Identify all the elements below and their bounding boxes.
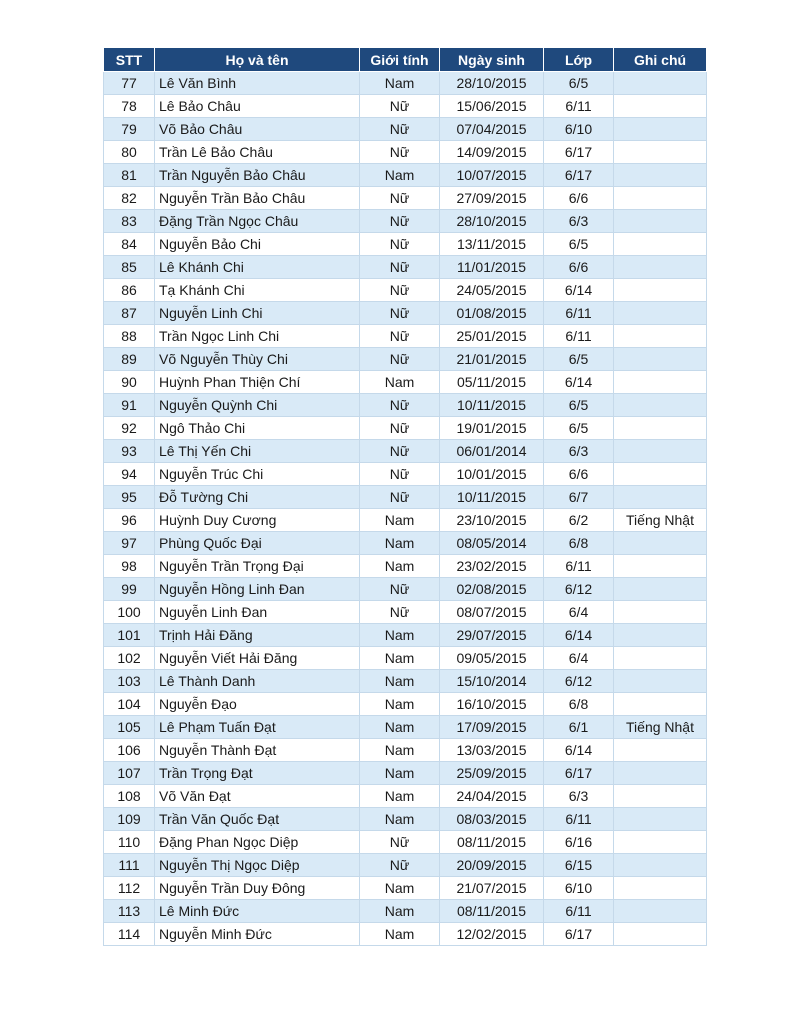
- cell-note: [614, 923, 707, 946]
- cell-stt: 103: [104, 670, 155, 693]
- cell-note: [614, 256, 707, 279]
- table-row: [104, 647, 707, 670]
- cell-name: Huỳnh Phan Thiện Chí: [155, 371, 360, 394]
- cell-class: 6/5: [544, 417, 614, 440]
- cell-stt: 111: [104, 854, 155, 877]
- cell-name: Ngô Thảo Chi: [155, 417, 360, 440]
- cell-stt: 83: [104, 210, 155, 233]
- cell-dob: 08/11/2015: [440, 900, 544, 923]
- cell-stt: 93: [104, 440, 155, 463]
- cell-dob: 25/09/2015: [440, 762, 544, 785]
- cell-gender: Nam: [360, 739, 440, 762]
- cell-class: 6/5: [544, 72, 614, 95]
- table-row: [104, 256, 707, 279]
- cell-note: [614, 371, 707, 394]
- table-row: [104, 739, 707, 762]
- cell-class: 6/5: [544, 348, 614, 371]
- cell-note: [614, 210, 707, 233]
- table-row: [104, 302, 707, 325]
- cell-dob: 11/01/2015: [440, 256, 544, 279]
- cell-class: 6/14: [544, 279, 614, 302]
- cell-stt: 98: [104, 555, 155, 578]
- cell-stt: 95: [104, 486, 155, 509]
- cell-name: Lê Phạm Tuấn Đạt: [155, 716, 360, 739]
- cell-name: Phùng Quốc Đại: [155, 532, 360, 555]
- cell-name: Trần Trọng Đạt: [155, 762, 360, 785]
- table-row: [104, 831, 707, 854]
- cell-stt: 112: [104, 877, 155, 900]
- cell-class: 6/5: [544, 233, 614, 256]
- cell-gender: Nữ: [360, 325, 440, 348]
- cell-gender: Nữ: [360, 302, 440, 325]
- cell-class: 6/14: [544, 739, 614, 762]
- table-row: [104, 578, 707, 601]
- cell-dob: 12/02/2015: [440, 923, 544, 946]
- cell-name: Nguyễn Thành Đạt: [155, 739, 360, 762]
- cell-gender: Nữ: [360, 601, 440, 624]
- cell-class: 6/14: [544, 371, 614, 394]
- cell-class: 6/4: [544, 647, 614, 670]
- cell-note: [614, 118, 707, 141]
- table-row: [104, 371, 707, 394]
- cell-class: 6/12: [544, 670, 614, 693]
- cell-name: Đặng Phan Ngọc Diệp: [155, 831, 360, 854]
- cell-gender: Nữ: [360, 233, 440, 256]
- cell-dob: 23/10/2015: [440, 509, 544, 532]
- cell-name: Nguyễn Viết Hải Đăng: [155, 647, 360, 670]
- cell-note: [614, 348, 707, 371]
- cell-stt: 102: [104, 647, 155, 670]
- table-row: [104, 164, 707, 187]
- cell-name: Võ Nguyễn Thùy Chi: [155, 348, 360, 371]
- table-row: [104, 72, 707, 95]
- cell-note: [614, 72, 707, 95]
- table-row: [104, 762, 707, 785]
- cell-name: Trần Văn Quốc Đạt: [155, 808, 360, 831]
- cell-note: [614, 854, 707, 877]
- cell-class: 6/3: [544, 785, 614, 808]
- cell-stt: 94: [104, 463, 155, 486]
- cell-dob: 29/07/2015: [440, 624, 544, 647]
- table-row: [104, 624, 707, 647]
- cell-stt: 101: [104, 624, 155, 647]
- cell-gender: Nữ: [360, 417, 440, 440]
- cell-note: [614, 831, 707, 854]
- cell-name: Lê Thành Danh: [155, 670, 360, 693]
- cell-stt: 81: [104, 164, 155, 187]
- table-row: [104, 440, 707, 463]
- cell-gender: Nam: [360, 808, 440, 831]
- cell-class: 6/1: [544, 716, 614, 739]
- cell-note: Tiếng Nhật: [614, 509, 707, 532]
- cell-stt: 92: [104, 417, 155, 440]
- cell-class: 6/16: [544, 831, 614, 854]
- cell-name: Tạ Khánh Chi: [155, 279, 360, 302]
- table-row: [104, 854, 707, 877]
- cell-note: [614, 463, 707, 486]
- cell-class: 6/17: [544, 923, 614, 946]
- cell-dob: 16/10/2015: [440, 693, 544, 716]
- table-header: [104, 48, 707, 72]
- cell-class: 6/17: [544, 762, 614, 785]
- cell-gender: Nam: [360, 371, 440, 394]
- cell-dob: 24/05/2015: [440, 279, 544, 302]
- cell-class: 6/10: [544, 118, 614, 141]
- cell-note: [614, 647, 707, 670]
- cell-note: [614, 693, 707, 716]
- cell-dob: 01/08/2015: [440, 302, 544, 325]
- table-row: [104, 601, 707, 624]
- cell-name: Đặng Trần Ngọc Châu: [155, 210, 360, 233]
- cell-note: [614, 141, 707, 164]
- table-row: [104, 417, 707, 440]
- cell-note: [614, 555, 707, 578]
- cell-name: Nguyễn Minh Đức: [155, 923, 360, 946]
- cell-gender: Nam: [360, 877, 440, 900]
- cell-name: Nguyễn Linh Chi: [155, 302, 360, 325]
- table-row: [104, 325, 707, 348]
- cell-class: 6/14: [544, 624, 614, 647]
- cell-class: 6/8: [544, 693, 614, 716]
- cell-gender: Nữ: [360, 141, 440, 164]
- header-class: Lớp: [544, 48, 614, 72]
- header-gender: Giới tính: [360, 48, 440, 72]
- cell-name: Nguyễn Quỳnh Chi: [155, 394, 360, 417]
- cell-name: Nguyễn Thị Ngọc Diệp: [155, 854, 360, 877]
- cell-class: 6/6: [544, 463, 614, 486]
- cell-name: Nguyễn Hồng Linh Đan: [155, 578, 360, 601]
- cell-dob: 08/05/2014: [440, 532, 544, 555]
- cell-stt: 107: [104, 762, 155, 785]
- cell-name: Lê Văn Bình: [155, 72, 360, 95]
- cell-stt: 87: [104, 302, 155, 325]
- cell-class: 6/8: [544, 532, 614, 555]
- cell-dob: 23/02/2015: [440, 555, 544, 578]
- cell-class: 6/2: [544, 509, 614, 532]
- cell-note: [614, 670, 707, 693]
- cell-note: [614, 394, 707, 417]
- cell-class: 6/11: [544, 302, 614, 325]
- cell-gender: Nữ: [360, 95, 440, 118]
- cell-stt: 89: [104, 348, 155, 371]
- cell-stt: 106: [104, 739, 155, 762]
- cell-stt: 80: [104, 141, 155, 164]
- cell-stt: 77: [104, 72, 155, 95]
- cell-name: Lê Bảo Châu: [155, 95, 360, 118]
- cell-note: [614, 808, 707, 831]
- cell-gender: Nữ: [360, 578, 440, 601]
- cell-gender: Nữ: [360, 348, 440, 371]
- cell-name: Trần Lê Bảo Châu: [155, 141, 360, 164]
- cell-stt: 110: [104, 831, 155, 854]
- cell-gender: Nam: [360, 716, 440, 739]
- cell-name: Trần Ngọc Linh Chi: [155, 325, 360, 348]
- cell-name: Nguyễn Trần Duy Đông: [155, 877, 360, 900]
- cell-gender: Nữ: [360, 210, 440, 233]
- cell-stt: 82: [104, 187, 155, 210]
- cell-stt: 96: [104, 509, 155, 532]
- cell-gender: Nữ: [360, 256, 440, 279]
- table-row: [104, 923, 707, 946]
- cell-class: 6/15: [544, 854, 614, 877]
- cell-dob: 13/03/2015: [440, 739, 544, 762]
- cell-class: 6/11: [544, 325, 614, 348]
- cell-note: [614, 417, 707, 440]
- cell-note: [614, 578, 707, 601]
- cell-note: [614, 785, 707, 808]
- cell-name: Võ Văn Đạt: [155, 785, 360, 808]
- header-dob: Ngày sinh: [440, 48, 544, 72]
- cell-dob: 08/11/2015: [440, 831, 544, 854]
- cell-note: [614, 486, 707, 509]
- cell-name: Trịnh Hải Đăng: [155, 624, 360, 647]
- cell-class: 6/17: [544, 164, 614, 187]
- cell-name: Nguyễn Bảo Chi: [155, 233, 360, 256]
- cell-dob: 20/09/2015: [440, 854, 544, 877]
- table-row: [104, 785, 707, 808]
- cell-dob: 25/01/2015: [440, 325, 544, 348]
- table-row: [104, 394, 707, 417]
- cell-stt: 85: [104, 256, 155, 279]
- cell-dob: 02/08/2015: [440, 578, 544, 601]
- cell-name: Lê Minh Đức: [155, 900, 360, 923]
- cell-dob: 15/10/2014: [440, 670, 544, 693]
- cell-stt: 90: [104, 371, 155, 394]
- cell-note: [614, 95, 707, 118]
- cell-dob: 14/09/2015: [440, 141, 544, 164]
- cell-gender: Nam: [360, 762, 440, 785]
- table-row: [104, 463, 707, 486]
- cell-class: 6/5: [544, 394, 614, 417]
- cell-note: [614, 325, 707, 348]
- cell-note: [614, 440, 707, 463]
- cell-class: 6/11: [544, 808, 614, 831]
- cell-dob: 15/06/2015: [440, 95, 544, 118]
- cell-stt: 97: [104, 532, 155, 555]
- table-row: [104, 233, 707, 256]
- cell-gender: Nam: [360, 647, 440, 670]
- cell-dob: 10/07/2015: [440, 164, 544, 187]
- cell-note: Tiếng Nhật: [614, 716, 707, 739]
- cell-gender: Nữ: [360, 394, 440, 417]
- table-row: [104, 670, 707, 693]
- cell-class: 6/12: [544, 578, 614, 601]
- cell-gender: Nam: [360, 532, 440, 555]
- cell-gender: Nữ: [360, 440, 440, 463]
- cell-dob: 10/11/2015: [440, 394, 544, 417]
- cell-dob: 06/01/2014: [440, 440, 544, 463]
- cell-gender: Nữ: [360, 831, 440, 854]
- table-row: [104, 279, 707, 302]
- cell-dob: 28/10/2015: [440, 210, 544, 233]
- cell-dob: 07/04/2015: [440, 118, 544, 141]
- cell-class: 6/6: [544, 256, 614, 279]
- cell-dob: 08/07/2015: [440, 601, 544, 624]
- cell-name: Nguyễn Đạo: [155, 693, 360, 716]
- header-row: [104, 48, 707, 72]
- cell-gender: Nam: [360, 693, 440, 716]
- table-row: [104, 210, 707, 233]
- cell-dob: 24/04/2015: [440, 785, 544, 808]
- cell-stt: 109: [104, 808, 155, 831]
- cell-class: 6/7: [544, 486, 614, 509]
- cell-gender: Nữ: [360, 118, 440, 141]
- table-row: [104, 486, 707, 509]
- cell-stt: 104: [104, 693, 155, 716]
- cell-name: Lê Khánh Chi: [155, 256, 360, 279]
- cell-dob: 10/01/2015: [440, 463, 544, 486]
- cell-note: [614, 302, 707, 325]
- cell-gender: Nam: [360, 670, 440, 693]
- cell-dob: 08/03/2015: [440, 808, 544, 831]
- cell-name: Lê Thị Yến Chi: [155, 440, 360, 463]
- cell-gender: Nam: [360, 164, 440, 187]
- cell-class: 6/10: [544, 877, 614, 900]
- cell-gender: Nữ: [360, 463, 440, 486]
- cell-stt: 91: [104, 394, 155, 417]
- cell-gender: Nữ: [360, 279, 440, 302]
- table-row: [104, 716, 707, 739]
- cell-stt: 84: [104, 233, 155, 256]
- table-row: [104, 95, 707, 118]
- cell-gender: Nam: [360, 72, 440, 95]
- cell-stt: 108: [104, 785, 155, 808]
- cell-note: [614, 900, 707, 923]
- cell-note: [614, 532, 707, 555]
- cell-gender: Nữ: [360, 187, 440, 210]
- cell-gender: Nữ: [360, 486, 440, 509]
- cell-note: [614, 279, 707, 302]
- cell-dob: 13/11/2015: [440, 233, 544, 256]
- cell-name: Võ Bảo Châu: [155, 118, 360, 141]
- cell-gender: Nam: [360, 923, 440, 946]
- cell-gender: Nam: [360, 509, 440, 532]
- header-note: Ghi chú: [614, 48, 707, 72]
- cell-note: [614, 739, 707, 762]
- student-list-table: [103, 47, 707, 946]
- table-row: [104, 877, 707, 900]
- cell-note: [614, 187, 707, 210]
- cell-note: [614, 601, 707, 624]
- cell-class: 6/3: [544, 210, 614, 233]
- cell-gender: Nam: [360, 555, 440, 578]
- cell-stt: 114: [104, 923, 155, 946]
- cell-class: 6/6: [544, 187, 614, 210]
- table-row: [104, 532, 707, 555]
- cell-class: 6/11: [544, 555, 614, 578]
- cell-class: 6/11: [544, 95, 614, 118]
- cell-name: Đỗ Tường Chi: [155, 486, 360, 509]
- cell-class: 6/4: [544, 601, 614, 624]
- header-stt: STT: [104, 48, 155, 72]
- cell-stt: 78: [104, 95, 155, 118]
- cell-name: Trần Nguyễn Bảo Châu: [155, 164, 360, 187]
- table-row: [104, 141, 707, 164]
- cell-name: Nguyễn Trúc Chi: [155, 463, 360, 486]
- cell-name: Nguyễn Linh Đan: [155, 601, 360, 624]
- cell-gender: Nam: [360, 624, 440, 647]
- cell-dob: 21/07/2015: [440, 877, 544, 900]
- header-name: Họ và tên: [155, 48, 360, 72]
- cell-note: [614, 233, 707, 256]
- table-row: [104, 187, 707, 210]
- cell-gender: Nữ: [360, 854, 440, 877]
- cell-stt: 100: [104, 601, 155, 624]
- cell-dob: 19/01/2015: [440, 417, 544, 440]
- table-row: [104, 348, 707, 371]
- cell-stt: 88: [104, 325, 155, 348]
- cell-note: [614, 877, 707, 900]
- cell-dob: 27/09/2015: [440, 187, 544, 210]
- cell-stt: 86: [104, 279, 155, 302]
- cell-gender: Nam: [360, 785, 440, 808]
- cell-stt: 99: [104, 578, 155, 601]
- cell-name: Nguyễn Trần Bảo Châu: [155, 187, 360, 210]
- table-row: [104, 509, 707, 532]
- cell-class: 6/11: [544, 900, 614, 923]
- cell-stt: 113: [104, 900, 155, 923]
- cell-name: Nguyễn Trần Trọng Đại: [155, 555, 360, 578]
- table-row: [104, 118, 707, 141]
- cell-dob: 17/09/2015: [440, 716, 544, 739]
- cell-name: Huỳnh Duy Cương: [155, 509, 360, 532]
- cell-dob: 10/11/2015: [440, 486, 544, 509]
- cell-note: [614, 762, 707, 785]
- cell-gender: Nam: [360, 900, 440, 923]
- cell-note: [614, 624, 707, 647]
- cell-class: 6/3: [544, 440, 614, 463]
- table-row: [104, 555, 707, 578]
- table-row: [104, 693, 707, 716]
- cell-stt: 105: [104, 716, 155, 739]
- cell-dob: 28/10/2015: [440, 72, 544, 95]
- cell-note: [614, 164, 707, 187]
- table-row: [104, 808, 707, 831]
- cell-dob: 05/11/2015: [440, 371, 544, 394]
- cell-class: 6/17: [544, 141, 614, 164]
- table-row: [104, 900, 707, 923]
- cell-dob: 21/01/2015: [440, 348, 544, 371]
- cell-stt: 79: [104, 118, 155, 141]
- table-body: [104, 72, 707, 946]
- cell-dob: 09/05/2015: [440, 647, 544, 670]
